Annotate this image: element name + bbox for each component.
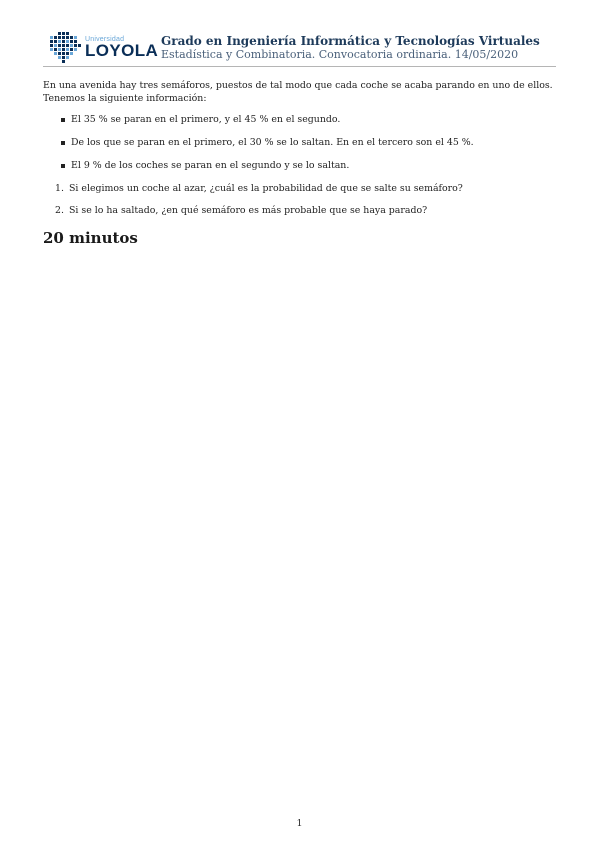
information-text: El 9 % de los coches se paran en el segundo y se lo saltan. <box>71 160 350 171</box>
logo-wordmark-universidad: Universidad <box>85 36 125 43</box>
information-item <box>63 114 558 127</box>
question-list <box>43 183 558 217</box>
information-text: El 35 % se paran en el primero, y el 45 % en el segundo. <box>71 114 341 125</box>
question-item <box>55 183 558 196</box>
square-bullet-icon <box>61 141 65 145</box>
information-list <box>43 114 558 173</box>
information-item <box>63 137 558 150</box>
question-number: 2. <box>55 204 64 216</box>
exam-subtitle: Estadística y Combinatoria. Convocatoria ordinaria. 14/05/2020 <box>161 48 519 61</box>
question-text: Si se lo ha saltado, ¿en qué semáforo es más probable que se haya parado? <box>69 204 428 216</box>
information-text: De los que se paran en el primero, el 30 % se lo saltan. En en el tercero son el 45 %. <box>71 137 474 148</box>
square-bullet-icon <box>61 164 65 168</box>
page-number: 1 <box>296 818 303 829</box>
university-logo <box>48 30 158 64</box>
page-header <box>48 30 558 66</box>
time-limit: 20 minutos <box>43 229 138 247</box>
logo-wordmark-loyola: LOYOLA <box>85 41 159 60</box>
exam-content <box>43 80 558 247</box>
question-item <box>55 205 558 218</box>
header-divider <box>43 66 556 67</box>
question-number: 1. <box>55 183 64 194</box>
problem-statement: En una avenida hay tres semáforos, puestos de tal modo que cada coche se acaba parando en uno de ellos. Tenemos la siguiente información: <box>43 80 553 104</box>
header-text <box>161 34 561 61</box>
degree-title: Grado en Ingeniería Informática y Tecnologías Virtuales <box>161 34 540 48</box>
square-bullet-icon <box>61 118 65 122</box>
loyola-cross-icon <box>48 30 84 64</box>
question-text: Si elegimos un coche al azar, ¿cuál es la probabilidad de que se salte su semáforo? <box>69 183 463 194</box>
information-item <box>63 160 558 173</box>
